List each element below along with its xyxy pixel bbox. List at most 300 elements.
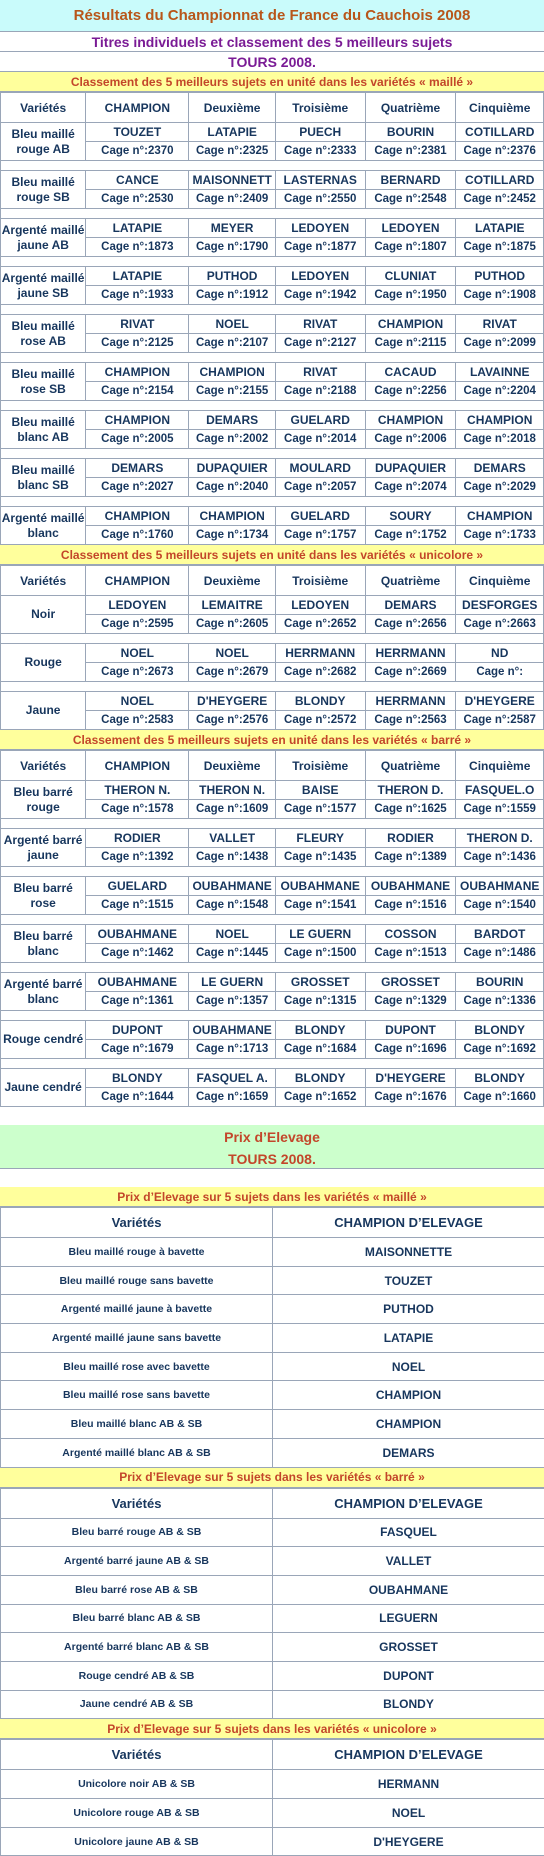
cage-number: Cage n°:1942 <box>275 286 365 305</box>
cage-number: Cage n°:1790 <box>189 238 275 257</box>
breeder-name: MEYER <box>189 219 275 238</box>
breeder-name: GUELARD <box>275 411 365 430</box>
cage-number: Cage n°:1500 <box>275 944 365 963</box>
breeder-name: NOEL <box>189 315 275 334</box>
breeder-name: THERON N. <box>86 781 189 800</box>
breeder-name: RIVAT <box>86 315 189 334</box>
table-row <box>1 123 544 142</box>
row-gap <box>1 305 544 315</box>
prix-group-header: Prix d’Elevage sur 5 sujets dans les variétés « maillé » <box>0 1187 544 1207</box>
prix-groups <box>0 1187 544 1856</box>
row-gap <box>1 497 544 507</box>
cage-number: Cage n°:1733 <box>456 526 544 545</box>
variety-name: Argenté barré blanc <box>1 973 86 1011</box>
prix-row <box>1 1266 544 1295</box>
cage-number: Cage n°:1578 <box>86 800 189 819</box>
cage-number: Cage n°: <box>456 663 544 682</box>
breeder-name: THERON D. <box>365 781 456 800</box>
column-header-row <box>1 751 544 781</box>
prix-variety: Bleu maillé blanc AB & SB <box>1 1410 273 1439</box>
cage-number: Cage n°:1696 <box>365 1040 456 1059</box>
variety-name: Bleu maillé rouge AB <box>1 123 86 161</box>
cage-number: Cage n°:1877 <box>275 238 365 257</box>
cage-number: Cage n°:2099 <box>456 334 544 353</box>
table-row <box>1 829 544 848</box>
event-location: TOURS 2008. <box>0 52 544 72</box>
cage-number: Cage n°:2656 <box>365 615 456 634</box>
row-gap-cell <box>1 963 544 973</box>
variety-name: Jaune <box>1 692 86 730</box>
column-header: Troisième <box>275 93 365 123</box>
variety-name: Noir <box>1 596 86 634</box>
cage-number: Cage n°:2188 <box>275 382 365 401</box>
breeder-name: BOURIN <box>456 973 544 992</box>
row-gap <box>1 963 544 973</box>
cage-number: Cage n°:2563 <box>365 711 456 730</box>
table-row <box>1 267 544 286</box>
cage-number: Cage n°:1548 <box>189 896 275 915</box>
prix-group-header: Prix d’Elevage sur 5 sujets dans les variétés « unicolore » <box>0 1719 544 1739</box>
table-row <box>1 596 544 615</box>
row-gap <box>1 257 544 267</box>
breeder-name: CHAMPION <box>86 411 189 430</box>
prix-variety: Argenté maillé jaune à bavette <box>1 1295 273 1324</box>
breeder-name: COTILLARD <box>456 171 544 190</box>
column-header: CHAMPION <box>86 566 189 596</box>
cage-number: Cage n°:2679 <box>189 663 275 682</box>
row-gap-cell <box>1 257 544 267</box>
prix-row <box>1 1381 544 1410</box>
cage-number: Cage n°:1652 <box>275 1088 365 1107</box>
prix-variety: Argenté barré jaune AB & SB <box>1 1547 273 1576</box>
breeder-name: BERNARD <box>365 171 456 190</box>
breeder-name: LEDOYEN <box>275 596 365 615</box>
column-header: Cinquième <box>456 566 544 596</box>
breeder-name: D'HEYGERE <box>189 692 275 711</box>
cage-number: Cage n°:1644 <box>86 1088 189 1107</box>
breeder-name: CHAMPION <box>189 507 275 526</box>
cage-number: Cage n°:2682 <box>275 663 365 682</box>
breeder-name: DUPONT <box>365 1021 456 1040</box>
cage-number: Cage n°:1933 <box>86 286 189 305</box>
table-row <box>1 411 544 430</box>
breeder-name: DEMARS <box>456 459 544 478</box>
breeder-name: LATAPIE <box>86 219 189 238</box>
column-header: Quatrième <box>365 93 456 123</box>
prix-variety: Bleu barré rouge AB & SB <box>1 1518 273 1547</box>
cage-number: Cage n°:1486 <box>456 944 544 963</box>
breeder-name: CLUNIAT <box>365 267 456 286</box>
prix-winner: LATAPIE <box>273 1324 544 1353</box>
cage-number: Cage n°:2530 <box>86 190 189 209</box>
cage-number: Cage n°:2002 <box>189 430 275 449</box>
variety-name: Bleu maillé rouge SB <box>1 171 86 209</box>
cage-number: Cage n°:2376 <box>456 142 544 161</box>
cage-number: Cage n°:1361 <box>86 992 189 1011</box>
prix-winner: LEGUERN <box>273 1604 544 1633</box>
cage-number: Cage n°:2673 <box>86 663 189 682</box>
table-row <box>1 644 544 663</box>
prix-group-header: Prix d’Elevage sur 5 sujets dans les variétés « barré » <box>0 1468 544 1488</box>
row-gap <box>1 915 544 925</box>
breeder-name: OUBAHMANE <box>456 877 544 896</box>
cage-number: Cage n°:2005 <box>86 430 189 449</box>
cage-number: Cage n°:1445 <box>189 944 275 963</box>
cage-number: Cage n°:1541 <box>275 896 365 915</box>
variety-name: Argenté maillé blanc <box>1 507 86 545</box>
prix-variety: Argenté barré blanc AB & SB <box>1 1633 273 1662</box>
ranking-sections <box>0 72 544 1107</box>
prix-row <box>1 1238 544 1267</box>
cage-number: Cage n°:1873 <box>86 238 189 257</box>
breeder-name: OUBAHMANE <box>365 877 456 896</box>
cage-number: Cage n°:1660 <box>456 1088 544 1107</box>
column-header: Variétés <box>1 93 86 123</box>
prix-title: Prix d’Elevage <box>0 1125 544 1149</box>
prix-variety: Bleu maillé rose avec bavette <box>1 1352 273 1381</box>
prix-winner: NOEL <box>273 1352 544 1381</box>
breeder-name: NOEL <box>86 644 189 663</box>
prix-variety: Argenté maillé jaune sans bavette <box>1 1324 273 1353</box>
breeder-name: LEDOYEN <box>365 219 456 238</box>
cage-number: Cage n°:1713 <box>189 1040 275 1059</box>
table-row <box>1 171 544 190</box>
row-gap <box>1 449 544 459</box>
breeder-name: D'HEYGERE <box>456 692 544 711</box>
breeder-name: FASQUEL A. <box>189 1069 275 1088</box>
row-gap-cell <box>1 449 544 459</box>
prix-variety: Argenté maillé blanc AB & SB <box>1 1438 273 1467</box>
breeder-name: CHAMPION <box>86 507 189 526</box>
breeder-name: BARDOT <box>456 925 544 944</box>
prix-winner: DEMARS <box>273 1438 544 1467</box>
breeder-name: HERRMANN <box>365 644 456 663</box>
prix-row <box>1 1547 544 1576</box>
row-gap <box>1 161 544 171</box>
breeder-name: RIVAT <box>456 315 544 334</box>
breeder-name: LATAPIE <box>189 123 275 142</box>
prix-row <box>1 1410 544 1439</box>
cage-number: Cage n°:1950 <box>365 286 456 305</box>
cage-number: Cage n°:2014 <box>275 430 365 449</box>
prix-winner: FASQUEL <box>273 1518 544 1547</box>
column-header: Variétés <box>1 566 86 596</box>
row-gap-cell <box>1 209 544 219</box>
ranking-table <box>0 92 544 545</box>
prix-winner: OUBAHMANE <box>273 1575 544 1604</box>
column-header: Troisième <box>275 566 365 596</box>
breeder-name: DUPONT <box>86 1021 189 1040</box>
breeder-name: OUBAHMANE <box>86 973 189 992</box>
cage-number: Cage n°:2452 <box>456 190 544 209</box>
breeder-name: MOULARD <box>275 459 365 478</box>
breeder-name: RODIER <box>365 829 456 848</box>
cage-number: Cage n°:1577 <box>275 800 365 819</box>
column-header: Quatrième <box>365 751 456 781</box>
variety-column-header: Variétés <box>1 1488 273 1518</box>
breeder-name: BLONDY <box>456 1021 544 1040</box>
prix-winner: MAISONNETTE <box>273 1238 544 1267</box>
variety-column-header: Variétés <box>1 1740 273 1770</box>
cage-number: Cage n°:1389 <box>365 848 456 867</box>
prix-location: TOURS 2008. <box>0 1149 544 1169</box>
breeder-name: CHAMPION <box>189 363 275 382</box>
breeder-name: CHAMPION <box>456 507 544 526</box>
breeder-name: NOEL <box>189 925 275 944</box>
breeder-name: LATAPIE <box>456 219 544 238</box>
variety-name: Rouge cendré <box>1 1021 86 1059</box>
cage-number: Cage n°:2325 <box>189 142 275 161</box>
cage-number: Cage n°:2663 <box>456 615 544 634</box>
breeder-name: THERON N. <box>189 781 275 800</box>
row-gap-cell <box>1 305 544 315</box>
prix-winner: GROSSET <box>273 1633 544 1662</box>
prix-row <box>1 1770 544 1799</box>
prix-variety: Unicolore jaune AB & SB <box>1 1827 273 1856</box>
cage-number: Cage n°:1513 <box>365 944 456 963</box>
variety-name: Bleu maillé rose AB <box>1 315 86 353</box>
prix-table <box>0 1207 544 1468</box>
champion-column-header: CHAMPION D’ELEVAGE <box>273 1740 544 1770</box>
breeder-name: LEDOYEN <box>275 267 365 286</box>
table-row <box>1 1021 544 1040</box>
row-gap <box>1 353 544 363</box>
breeder-name: OUBAHMANE <box>189 877 275 896</box>
cage-number: Cage n°:1315 <box>275 992 365 1011</box>
breeder-name: BLONDY <box>275 1021 365 1040</box>
champion-column-header: CHAMPION D’ELEVAGE <box>273 1208 544 1238</box>
table-row <box>1 315 544 334</box>
column-header: Deuxième <box>189 566 275 596</box>
column-header: Cinquième <box>456 93 544 123</box>
column-header: CHAMPION <box>86 751 189 781</box>
variety-name: Bleu barré blanc <box>1 925 86 963</box>
row-gap-cell <box>1 1011 544 1021</box>
prix-variety: Rouge cendré AB & SB <box>1 1661 273 1690</box>
breeder-name: RIVAT <box>275 315 365 334</box>
row-gap-cell <box>1 401 544 411</box>
breeder-name: NOEL <box>189 644 275 663</box>
cage-number: Cage n°:2409 <box>189 190 275 209</box>
cage-number: Cage n°:2027 <box>86 478 189 497</box>
breeder-name: ND <box>456 644 544 663</box>
ranking-table <box>0 750 544 1107</box>
page-title: Résultats du Championnat de France du Cauchois 2008 <box>0 0 544 32</box>
cage-number: Cage n°:2107 <box>189 334 275 353</box>
table-row <box>1 877 544 896</box>
cage-number: Cage n°:2583 <box>86 711 189 730</box>
breeder-name: DUPAQUIER <box>189 459 275 478</box>
cage-number: Cage n°:2576 <box>189 711 275 730</box>
prix-winner: CHAMPION <box>273 1381 544 1410</box>
variety-name: Argenté maillé jaune SB <box>1 267 86 305</box>
prix-winner: CHAMPION <box>273 1410 544 1439</box>
breeder-name: BLONDY <box>86 1069 189 1088</box>
cage-number: Cage n°:2029 <box>456 478 544 497</box>
breeder-name: LE GUERN <box>275 925 365 944</box>
variety-name: Argenté maillé jaune AB <box>1 219 86 257</box>
cage-number: Cage n°:1676 <box>365 1088 456 1107</box>
cage-number: Cage n°:1515 <box>86 896 189 915</box>
breeder-name: BLONDY <box>275 692 365 711</box>
cage-number: Cage n°:1659 <box>189 1088 275 1107</box>
table-row <box>1 507 544 526</box>
cage-number: Cage n°:1912 <box>189 286 275 305</box>
cage-number: Cage n°:2018 <box>456 430 544 449</box>
variety-column-header: Variétés <box>1 1208 273 1238</box>
prix-row <box>1 1604 544 1633</box>
prix-winner: PUTHOD <box>273 1295 544 1324</box>
prix-winner: BLONDY <box>273 1690 544 1719</box>
cage-number: Cage n°:1336 <box>456 992 544 1011</box>
prix-row <box>1 1827 544 1856</box>
breeder-name: FLEURY <box>275 829 365 848</box>
table-row <box>1 459 544 478</box>
prix-row <box>1 1799 544 1828</box>
cage-number: Cage n°:1438 <box>189 848 275 867</box>
prix-row <box>1 1324 544 1353</box>
cage-number: Cage n°:2370 <box>86 142 189 161</box>
column-header: Cinquième <box>456 751 544 781</box>
row-gap <box>1 1059 544 1069</box>
row-gap-cell <box>1 915 544 925</box>
cage-number: Cage n°:1357 <box>189 992 275 1011</box>
breeder-name: GUELARD <box>275 507 365 526</box>
prix-variety: Bleu barré rose AB & SB <box>1 1575 273 1604</box>
cage-number: Cage n°:2040 <box>189 478 275 497</box>
cage-number: Cage n°:2595 <box>86 615 189 634</box>
column-header: Variétés <box>1 751 86 781</box>
cage-number: Cage n°:2006 <box>365 430 456 449</box>
variety-name: Bleu maillé blanc SB <box>1 459 86 497</box>
cage-number: Cage n°:1752 <box>365 526 456 545</box>
row-gap-cell <box>1 1059 544 1069</box>
cage-number: Cage n°:1734 <box>189 526 275 545</box>
prix-row <box>1 1633 544 1662</box>
cage-number: Cage n°:2074 <box>365 478 456 497</box>
section-header: Classement des 5 meilleurs sujets en unité dans les variétés « barré » <box>0 730 544 750</box>
cage-number: Cage n°:1392 <box>86 848 189 867</box>
variety-name: Rouge <box>1 644 86 682</box>
breeder-name: LEMAITRE <box>189 596 275 615</box>
row-gap-cell <box>1 682 544 692</box>
table-row <box>1 973 544 992</box>
cage-number: Cage n°:1436 <box>456 848 544 867</box>
prix-spacer <box>0 1169 544 1187</box>
breeder-name: NOEL <box>86 692 189 711</box>
cage-number: Cage n°:1516 <box>365 896 456 915</box>
breeder-name: HERRMANN <box>275 644 365 663</box>
prix-variety: Bleu maillé rouge sans bavette <box>1 1266 273 1295</box>
breeder-name: GUELARD <box>86 877 189 896</box>
row-gap <box>1 682 544 692</box>
column-header-row <box>1 566 544 596</box>
row-gap <box>1 819 544 829</box>
cage-number: Cage n°:1540 <box>456 896 544 915</box>
cage-number: Cage n°:2155 <box>189 382 275 401</box>
breeder-name: CHAMPION <box>365 411 456 430</box>
cage-number: Cage n°:1559 <box>456 800 544 819</box>
section-spacer <box>0 1107 544 1125</box>
prix-variety: Unicolore noir AB & SB <box>1 1770 273 1799</box>
prix-row <box>1 1295 544 1324</box>
section-header: Classement des 5 meilleurs sujets en unité dans les variétés « unicolore » <box>0 545 544 565</box>
column-header: Deuxième <box>189 751 275 781</box>
cage-number: Cage n°:2154 <box>86 382 189 401</box>
prix-row <box>1 1690 544 1719</box>
cage-number: Cage n°:2204 <box>456 382 544 401</box>
cage-number: Cage n°:1760 <box>86 526 189 545</box>
variety-name: Bleu barré rouge <box>1 781 86 819</box>
cage-number: Cage n°:1908 <box>456 286 544 305</box>
row-gap <box>1 1011 544 1021</box>
cage-number: Cage n°:2057 <box>275 478 365 497</box>
breeder-name: LEDOYEN <box>275 219 365 238</box>
cage-number: Cage n°:1875 <box>456 238 544 257</box>
table-row <box>1 925 544 944</box>
table-row <box>1 219 544 238</box>
page-subtitle: Titres individuels et classement des 5 meilleurs sujets <box>0 32 544 52</box>
prix-variety: Bleu maillé rouge à bavette <box>1 1238 273 1267</box>
row-gap-cell <box>1 161 544 171</box>
table-row <box>1 781 544 800</box>
breeder-name: CACAUD <box>365 363 456 382</box>
cage-number: Cage n°:1625 <box>365 800 456 819</box>
cage-number: Cage n°:2125 <box>86 334 189 353</box>
breeder-name: DESFORGES <box>456 596 544 615</box>
cage-number: Cage n°:2256 <box>365 382 456 401</box>
breeder-name: CHAMPION <box>86 363 189 382</box>
cage-number: Cage n°:1609 <box>189 800 275 819</box>
column-header: Deuxième <box>189 93 275 123</box>
row-gap-cell <box>1 819 544 829</box>
cage-number: Cage n°:2548 <box>365 190 456 209</box>
cage-number: Cage n°:2550 <box>275 190 365 209</box>
breeder-name: BAISE <box>275 781 365 800</box>
row-gap <box>1 209 544 219</box>
breeder-name: VALLET <box>189 829 275 848</box>
breeder-name: GROSSET <box>275 973 365 992</box>
breeder-name: CHAMPION <box>456 411 544 430</box>
variety-name: Bleu maillé rose SB <box>1 363 86 401</box>
cage-number: Cage n°:2669 <box>365 663 456 682</box>
breeder-name: RODIER <box>86 829 189 848</box>
breeder-name: BLONDY <box>456 1069 544 1088</box>
section-header: Classement des 5 meilleurs sujets en unité dans les variétés « maillé » <box>0 72 544 92</box>
column-header: CHAMPION <box>86 93 189 123</box>
breeder-name: TOUZET <box>86 123 189 142</box>
breeder-name: OUBAHMANE <box>189 1021 275 1040</box>
prix-variety: Bleu barré blanc AB & SB <box>1 1604 273 1633</box>
breeder-name: COSSON <box>365 925 456 944</box>
prix-winner: DUPONT <box>273 1661 544 1690</box>
cage-number: Cage n°:2587 <box>456 711 544 730</box>
table-row <box>1 1069 544 1088</box>
prix-row <box>1 1352 544 1381</box>
column-header-row <box>1 93 544 123</box>
cage-number: Cage n°:1692 <box>456 1040 544 1059</box>
breeder-name: LATAPIE <box>86 267 189 286</box>
breeder-name: LE GUERN <box>189 973 275 992</box>
prix-variety: Bleu maillé rose sans bavette <box>1 1381 273 1410</box>
variety-name: Jaune cendré <box>1 1069 86 1107</box>
cage-number: Cage n°:1679 <box>86 1040 189 1059</box>
cage-number: Cage n°:1329 <box>365 992 456 1011</box>
breeder-name: DEMARS <box>365 596 456 615</box>
breeder-name: PUTHOD <box>189 267 275 286</box>
breeder-name: OUBAHMANE <box>275 877 365 896</box>
prix-header-row <box>1 1740 544 1770</box>
